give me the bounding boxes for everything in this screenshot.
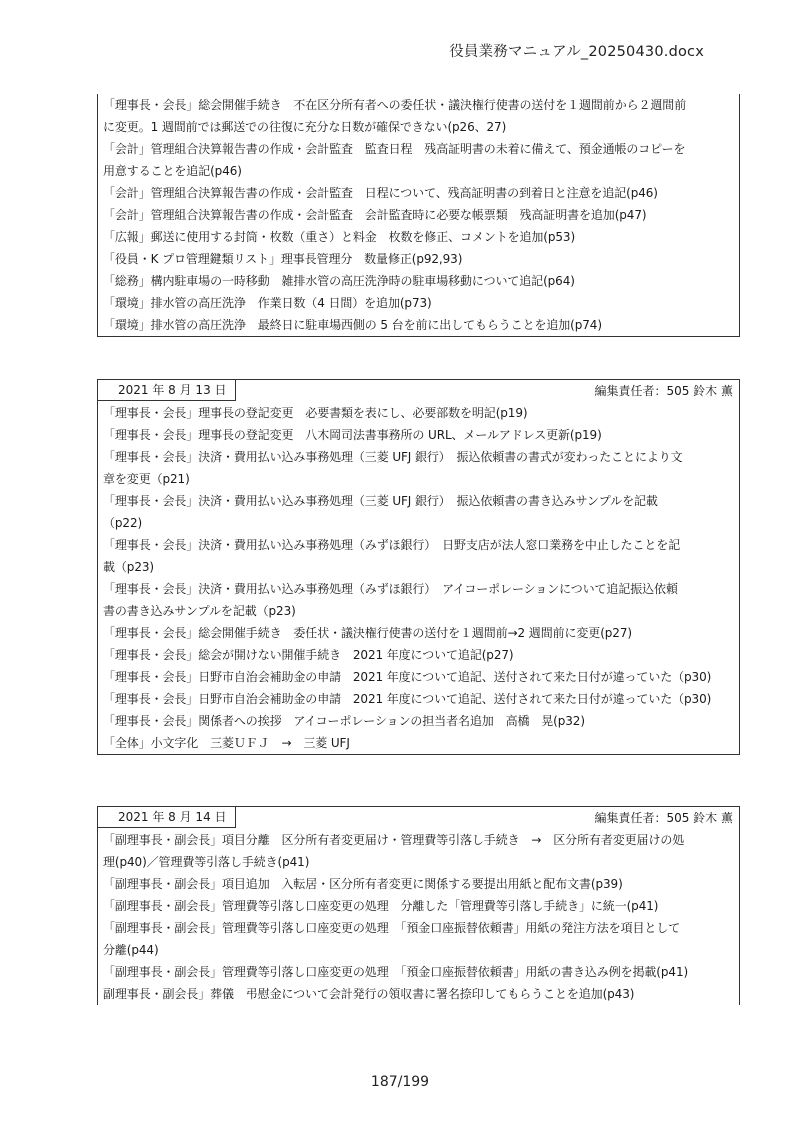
changelog-line: 「理事長・会長」理事長の登記変更 必要書類を表にし、必要部数を明記(p19) [103,406,528,420]
changelog-line: 「総務」構内駐車場の一時移動 雑排水管の高圧洗浄時の駐車場移動について追記(p64) [103,274,575,288]
block-header [98,380,739,402]
changelog-line: 「理事長・会長」決済・費用払い込み事務処理（三菱 UFJ 銀行） 振込依頼書の書式が変わったことにより文 [103,450,683,464]
editor-credit: 編集責任者：505 鈴木 薫 [594,811,733,825]
document-filename: 役員業務マニュアル_20250430.docx [449,44,704,60]
changelog-line: 用意することを追記(p46) [103,164,242,178]
changelog-line: 副理事長・副会長」葬儀 弔慰金について会計発行の領収書に署名捺印してもらうことを追加(p43) [103,987,635,1001]
changelog-line: 「全体」小文字化 三菱ＵＦＪ → 三菱 UFJ [103,736,350,750]
changelog-line: 「理事長・会長」関係者への挨拶 アイコーポレーションの担当者名追加 高橋 晃(p32) [103,714,585,728]
changelog-line: 章を変更（p21) [103,472,190,486]
changelog-line: 「理事長・会長」決済・費用払い込み事務処理（みずほ銀行） 日野支店が法人窓口業務を中止したことを記 [103,538,681,552]
changelog-line: 「会計」管理組合決算報告書の作成・会計監査 会計監査時に必要な帳票類 残高証明書を追加(p47) [103,208,647,222]
changelog-line: 載（p23) [103,560,154,574]
changelog-line: 「理事長・会長」総会開催手続き 委任状・議決権行使書の送付を１週間前→2 週間前に変更(p27) [103,626,632,640]
changelog-line: に変更。1 週間前では郵送での往復に充分な日数が確保できない(p26、27) [103,120,507,134]
changelog-block-continued [97,94,740,337]
changelog-line: （p22) [103,516,143,530]
changelog-line: 「広報」郵送に使用する封筒・枚数（重さ）と料金 枚数を修正、コメントを追加(p53) [103,230,576,244]
editor-credit: 編集責任者：505 鈴木 薫 [594,384,733,398]
block-header [98,807,739,829]
changelog-line: 「理事長・会長」総会開催手続き 不在区分所有者への委任状・議決権行使書の送付を１週間前から２週間前 [103,98,687,112]
changelog-line: 「会計」管理組合決算報告書の作成・会計監査 監査日程 残高証明書の未着に備えて、預金通帳のコピーを [103,142,686,156]
changelog-line: 「環境」排水管の高圧洗浄 作業日数（4 日間）を追加(p73) [103,296,432,310]
changelog-block-2021-08-14 [97,806,740,1005]
changelog-line: 「理事長・会長」総会が開けない開催手続き 2021 年度について追記(p27) [103,648,514,662]
changelog-line: 「理事長・会長」日野市自治会補助金の申請 2021 年度について追記、送付されて来た日付が違っていた（p30) [103,670,712,684]
changelog-line: 「理事長・会長」決済・費用払い込み事務処理（三菱 UFJ 銀行） 振込依頼書の書き込みサンプルを記載 [103,494,658,508]
changelog-line: 「副理事長・副会長」項目追加 入転居・区分所有者変更に関係する要提出用紙と配布文書(p39) [103,877,623,891]
changelog-block-2021-08-13 [97,379,740,755]
changelog-line: 「役員・K プロ管理鍵類リスト」理事長管理分 数量修正(p92,93) [103,252,463,266]
changelog-line: 分離(p44) [103,943,159,957]
changelog-line: 「理事長・会長」日野市自治会補助金の申請 2021 年度について追記、送付されて来た日付が違っていた（p30) [103,692,712,706]
changelog-line: 「理事長・会長」理事長の登記変更 八木岡司法書事務所の URL、メールアドレス更新(p19) [103,428,602,442]
changelog-line: 「副理事長・副会長」項目分離 区分所有者変更届け・管理費等引落し手続き → 区分所有者変更届けの処 [103,833,685,847]
changelog-line: 「副理事長・副会長」管理費等引落し口座変更の処理 分離した「管理費等引落し手続き」に統一(p41) [103,899,659,913]
changelog-line: 「環境」排水管の高圧洗浄 最終日に駐車場西側の 5 台を前に出してもらうことを追加(p74) [103,318,602,332]
changelog-line: 「副理事長・副会長」管理費等引落し口座変更の処理 「預金口座振替依頼書」用紙の発注方法を項目として [103,921,681,935]
entry-date: 2021 年 8 月 14 日 [97,807,236,828]
changelog-line: 「会計」管理組合決算報告書の作成・会計監査 日程について、残高証明書の到着日と注意を追記(p46) [103,186,658,200]
page-number: 187/199 [370,1074,430,1090]
entry-date: 2021 年 8 月 13 日 [97,380,236,401]
changelog-line: 理(p40)／管理費等引落し手続き(p41) [103,855,310,869]
changelog-line: 「理事長・会長」決済・費用払い込み事務処理（みずほ銀行） アイコーポレーションについて追記振込依頼 [103,582,678,596]
changelog-line: 書の書き込みサンプルを記載（p23) [103,604,296,618]
changelog-line: 「副理事長・副会長」管理費等引落し口座変更の処理 「預金口座振替依頼書」用紙の書き込み例を掲載(p41) [103,965,689,979]
